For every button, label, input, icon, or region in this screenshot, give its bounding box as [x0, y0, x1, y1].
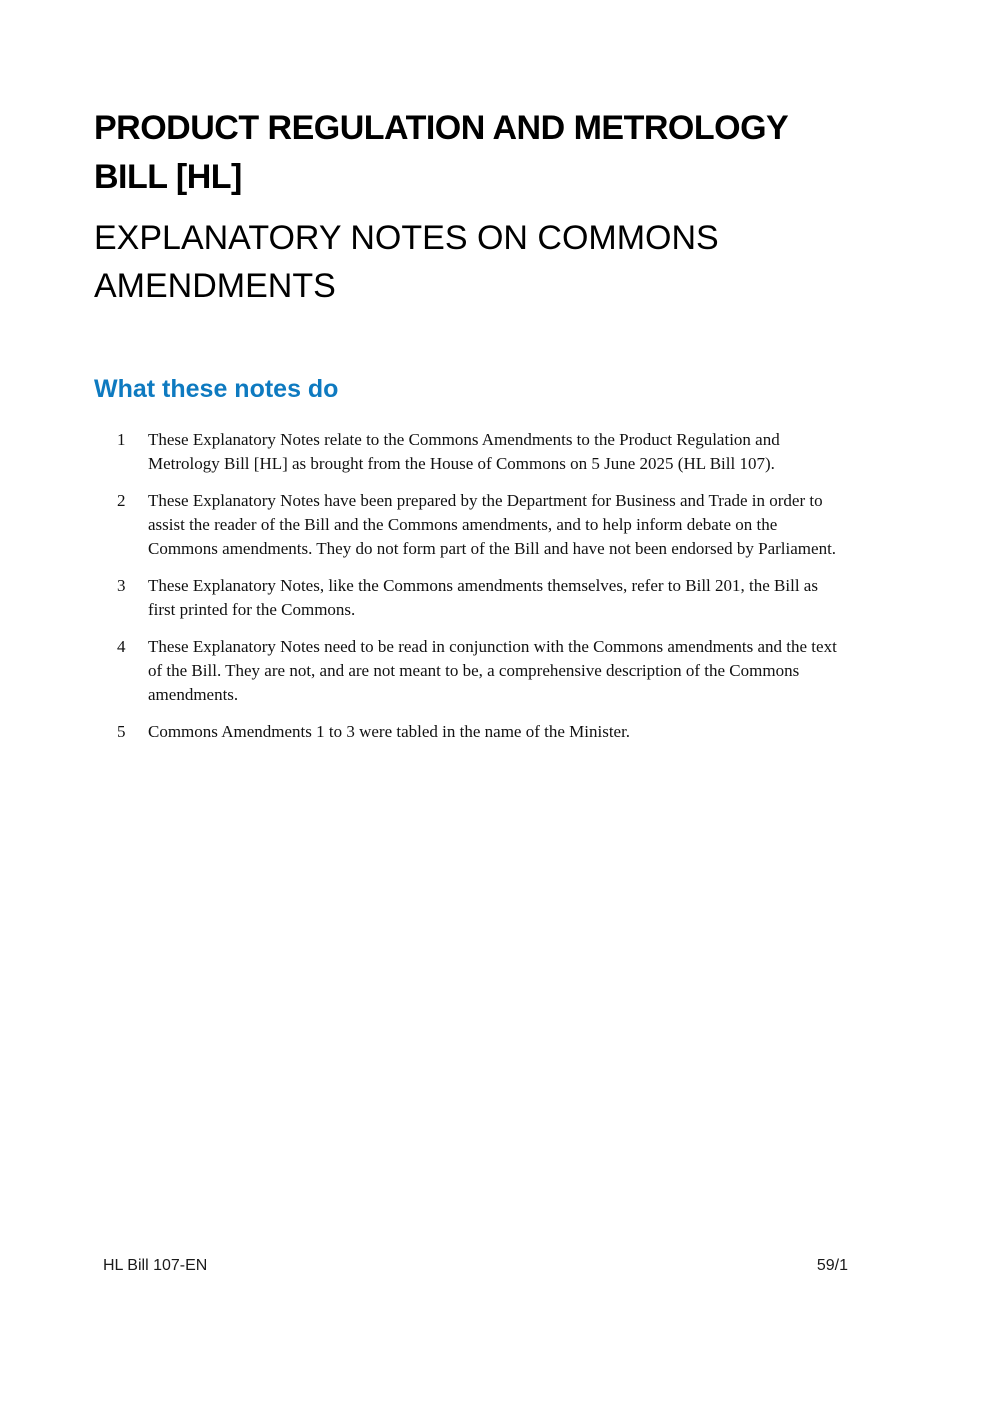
- paragraph-number: 2: [117, 491, 126, 510]
- paragraph-text: These Explanatory Notes have been prepared by the Department for Business and Trade in order to assist the reader of the Bill and the Commons amendments, and to help inform debate on the Commons amendments. They do not form part of the Bill and have not been endorsed by Parliament.: [148, 491, 837, 558]
- paragraph-text: These Explanatory Notes, like the Commons amendments themselves, refer to Bill 201, the Bill as first printed for the Commons.: [148, 576, 818, 619]
- section-heading-what-these-notes-do: What these notes do: [94, 375, 339, 403]
- paragraph-text: These Explanatory Notes relate to the Commons Amendments to the Product Regulation and Metrology Bill [HL] as brought from the House of Commons on 5 June 2025 (HL Bill 107).: [148, 430, 780, 473]
- paragraph-number: 5: [117, 722, 126, 741]
- paragraph-number: 4: [117, 637, 126, 656]
- paragraph-3: [117, 574, 848, 622]
- paragraph-1: [117, 428, 848, 476]
- paragraph-text: Commons Amendments 1 to 3 were tabled in the name of the Minister.: [148, 722, 631, 741]
- footer-page-number: 59/1: [816, 1257, 848, 1274]
- paragraph-4: [117, 635, 848, 707]
- paragraph-2: [117, 489, 848, 561]
- paragraph-number: 3: [117, 576, 126, 595]
- paragraph-5: [117, 720, 848, 744]
- footer-bill-reference: HL Bill 107-EN: [103, 1257, 208, 1274]
- bill-title: PRODUCT REGULATION AND METROLOGY BILL [HL]: [94, 109, 788, 196]
- document-subtitle: EXPLANATORY NOTES ON COMMONS AMENDMENTS: [94, 219, 719, 305]
- paragraph-number: 1: [117, 430, 126, 449]
- paragraph-text: These Explanatory Notes need to be read in conjunction with the Commons amendments and the text of the Bill. They are not, and are not meant to be, a comprehensive description of the Commons amendments.: [148, 637, 837, 704]
- page-footer: [103, 1257, 848, 1275]
- numbered-paragraph-list: [94, 428, 848, 744]
- document-content: [0, 104, 991, 744]
